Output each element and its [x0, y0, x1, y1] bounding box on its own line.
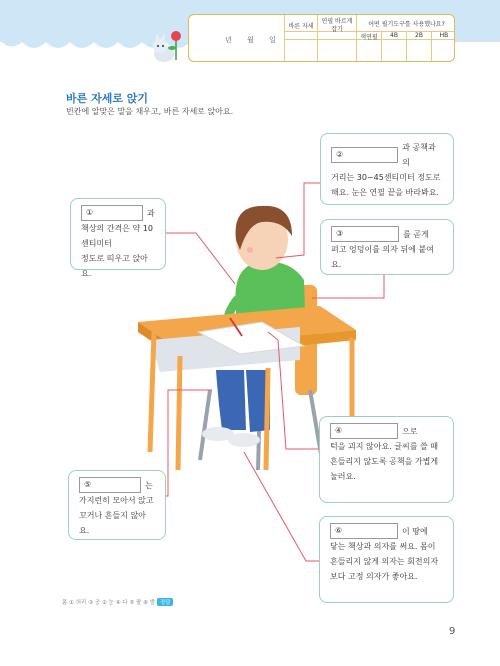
- page-number: 9: [449, 626, 456, 637]
- date-year-label: 년: [225, 36, 232, 44]
- pencil-type-2b: 2B: [415, 32, 423, 39]
- callout-2-line2: 거리는 30~45센티미터 정도로: [331, 173, 441, 182]
- callout-6-line2: 닿는 책상과 의자를 써요. 몸이: [330, 542, 436, 551]
- callout-5-line3: 꼬거나 흔들지 않아요.: [79, 511, 146, 535]
- callout-4-line2: 턱을 괴지 않아요. 글씨를 쓸 때: [330, 442, 438, 451]
- callout-1-line2: 책상의 간격은 약 10센티미터: [81, 224, 153, 248]
- date-month-label: 월: [247, 36, 254, 44]
- pencil-type-color: 색연필: [360, 34, 378, 41]
- callout-1: [70, 198, 166, 278]
- answer-key: [62, 598, 173, 606]
- callout-2-suffix: 과 공책과의: [402, 143, 436, 167]
- callout-3-suffix: 를 곧게: [403, 229, 429, 239]
- callout-1-line3: 정도로 띄우고 앉아요.: [81, 254, 148, 278]
- callout-1-suffix: 과: [147, 208, 155, 218]
- callout-4: [319, 416, 454, 503]
- answer-blank-5[interactable]: ⑤: [79, 477, 141, 493]
- pencil-question: 어떤 필기도구를 사용했나요?: [368, 21, 445, 28]
- callout-2-line3: 해요. 눈은 연필 끝을 바라봐요.: [331, 188, 439, 197]
- answer-blank-6[interactable]: ⑥: [330, 523, 398, 539]
- callout-4-line3: 흔들리지 않도록 공책을 가볍게: [330, 457, 439, 466]
- callout-6-line4: 보다 고정 의자가 좋아요.: [330, 572, 418, 581]
- date-day-label: 일: [269, 36, 276, 44]
- callout-6: [319, 516, 454, 603]
- answer-blank-1[interactable]: ①: [81, 205, 143, 221]
- callout-3-line2: 펴고 엉덩이를 의자 뒤에 붙여요.: [331, 245, 434, 269]
- answer-key-badge: 정답: [157, 598, 174, 606]
- pencil-type-hb: HB: [439, 32, 449, 39]
- callout-5-line2: 가지런히 모아서 앉고: [79, 496, 154, 505]
- grip-column-header: 연필 바르게 잡기: [321, 18, 353, 33]
- callout-6-suffix: 이 땅에: [402, 526, 428, 536]
- callout-4-line4: 눌러요.: [330, 472, 356, 481]
- callout-6-line3: 흔들리지 않게 의자는 회전의자: [330, 557, 439, 566]
- section-title: 바른 자세로 앉기: [66, 92, 149, 105]
- pencil-type-4b: 4B: [390, 32, 398, 39]
- answer-key-text: 몸 ① 허리 ③ 공 ② 눈 ④ 다 ⑤ 팔 ⑥ 발: [62, 600, 156, 606]
- callout-4-suffix: 으로: [402, 426, 418, 436]
- answer-blank-3[interactable]: ③: [331, 226, 399, 242]
- instruction-text: 빈칸에 알맞은 말을 채우고, 바른 자세로 앉아요.: [66, 107, 234, 116]
- callout-2: [320, 133, 454, 205]
- posture-column-header: 바른 자세: [288, 23, 314, 30]
- callout-5: [68, 470, 166, 540]
- answer-blank-4[interactable]: ④: [330, 423, 398, 439]
- callout-3: [320, 219, 454, 275]
- callout-5-suffix: 는: [145, 480, 153, 490]
- answer-blank-2[interactable]: ②: [331, 147, 398, 163]
